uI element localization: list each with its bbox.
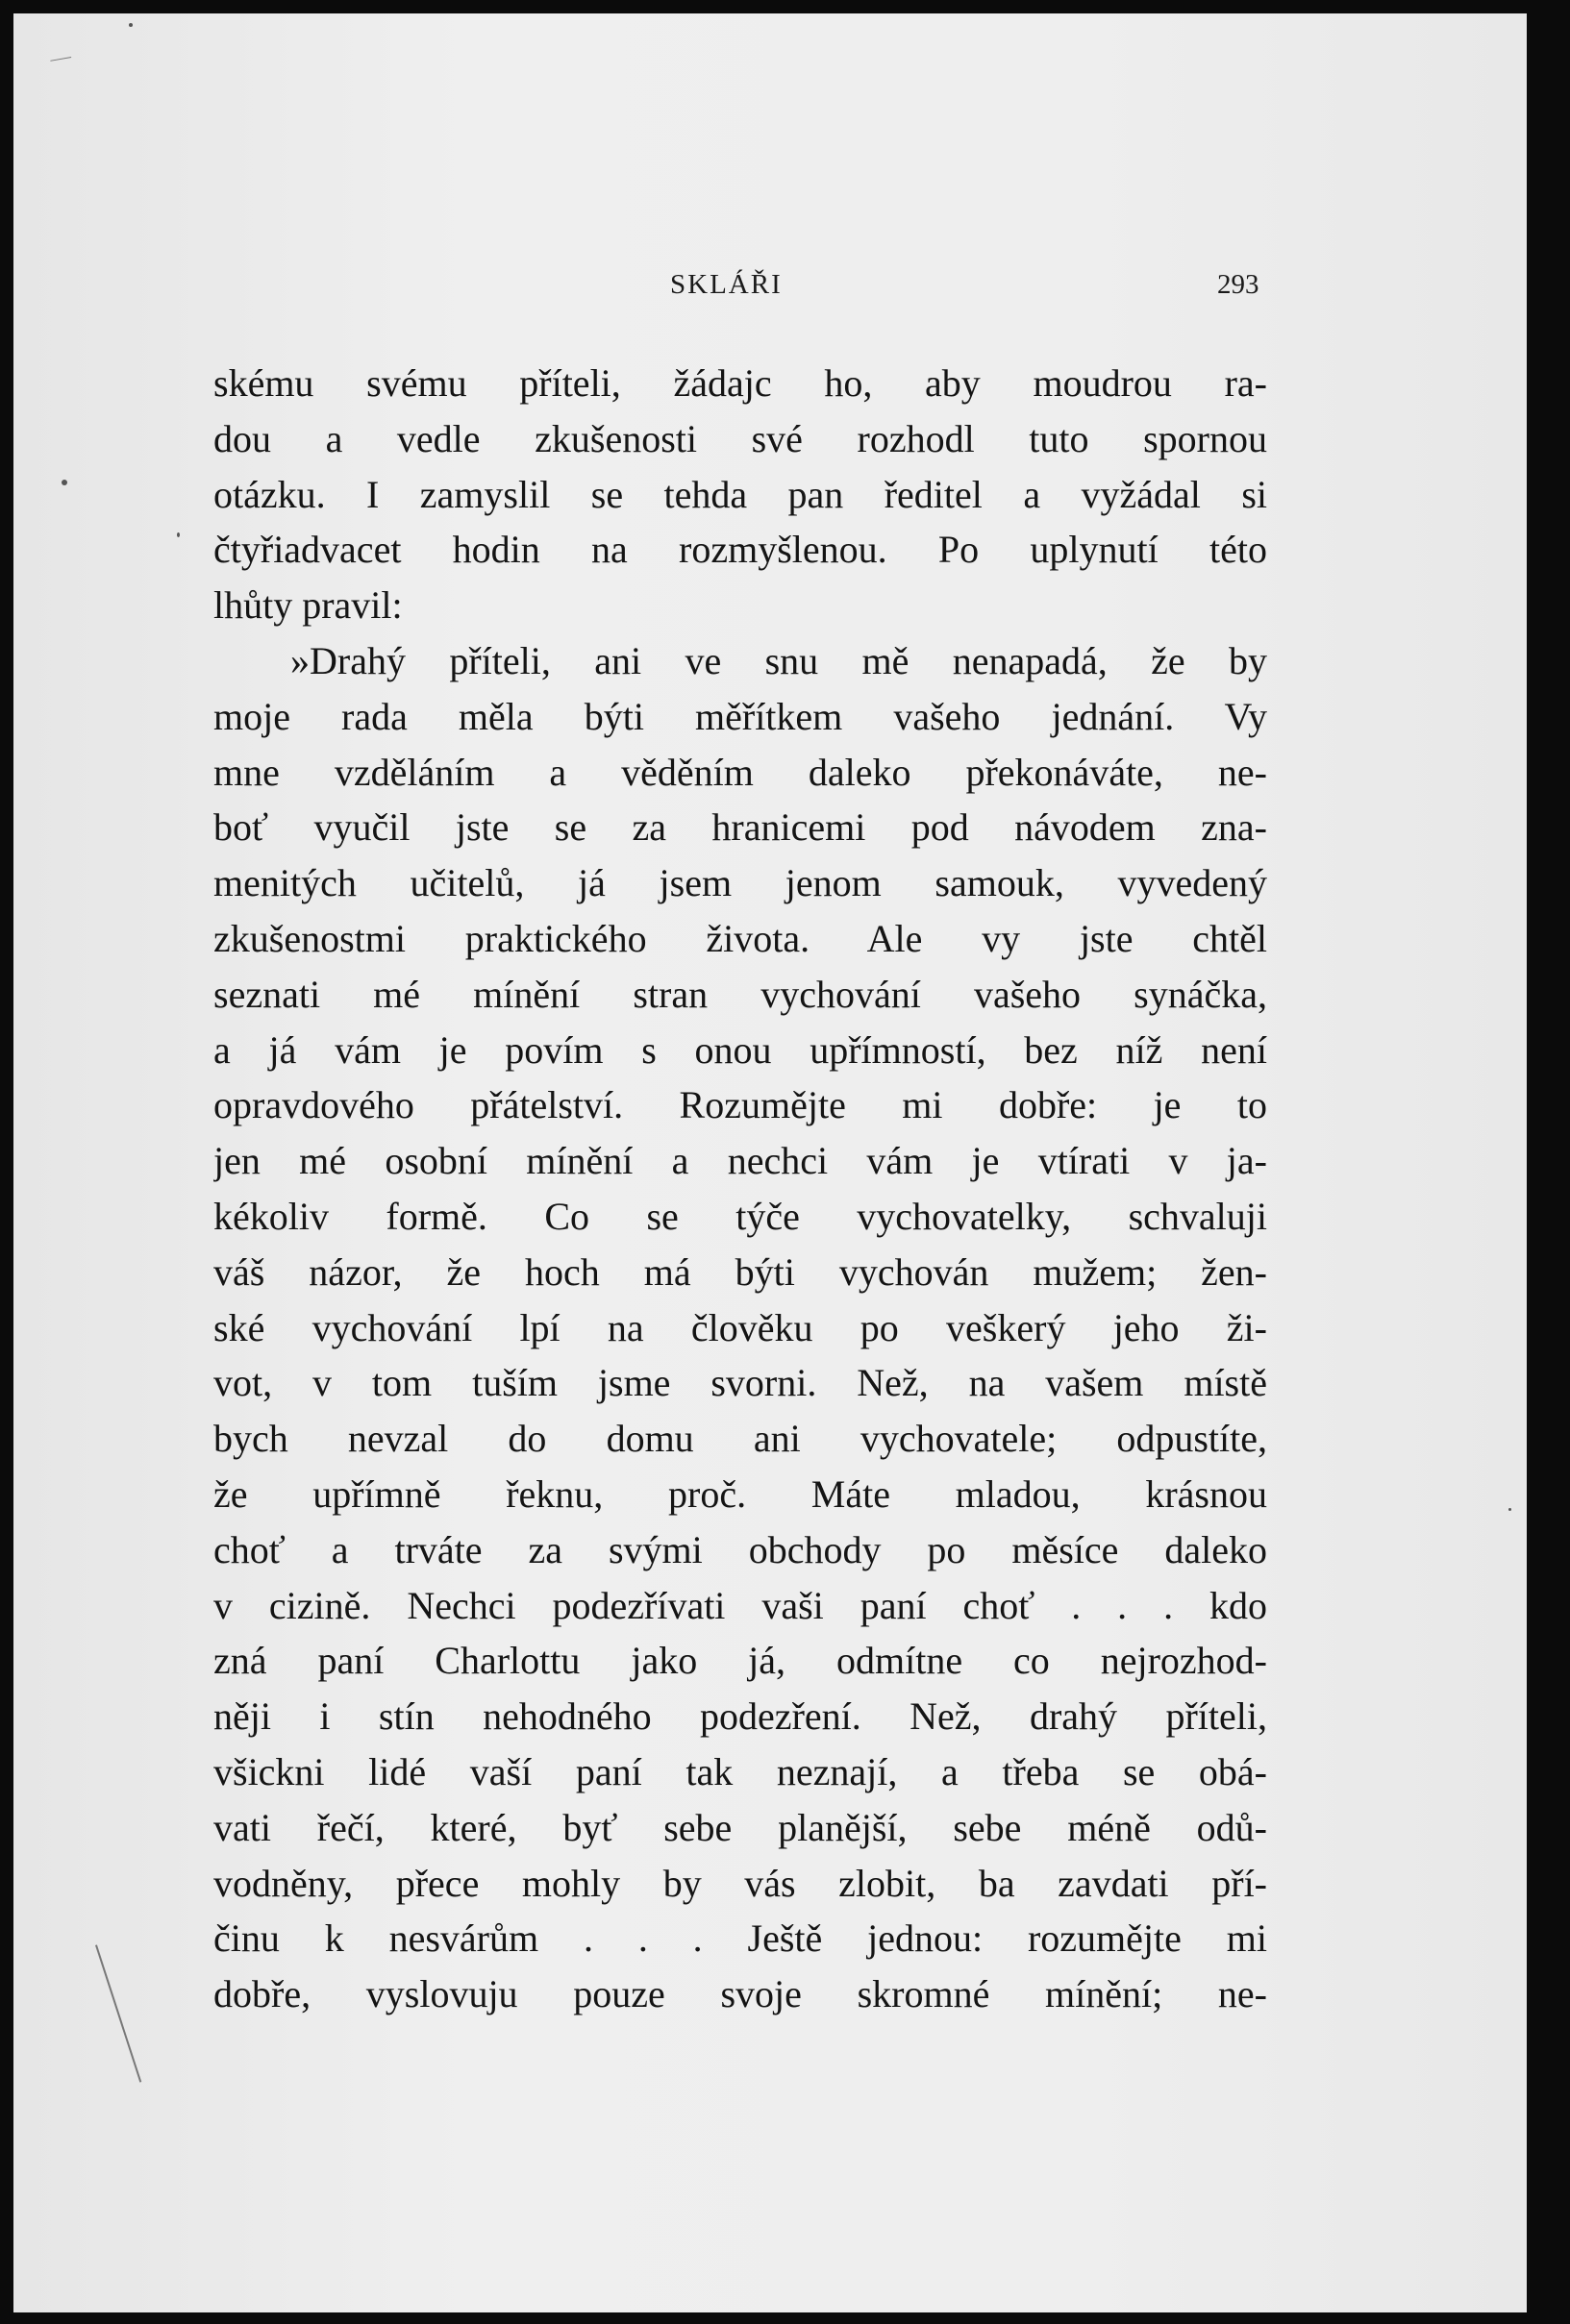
text-line: všickni lidé vaší paní tak neznají, a třeba se obá- <box>213 1749 1267 1793</box>
page-number: 293 <box>1217 269 1259 300</box>
text-line: váš názor, že hoch má býti vychován mužem; žen- <box>213 1249 1267 1294</box>
text-line: moje rada měla býti měřítkem vašeho jednání. Vy <box>213 694 1267 738</box>
text-line: zná paní Charlottu jako já, odmítne co nejrozhod- <box>213 1639 1267 1683</box>
text-line: skému svému příteli, žádajc ho, aby moudrou ra- <box>213 361 1267 405</box>
text-line: lhůty pravil: <box>213 583 403 628</box>
text-line: v cizině. Nechci podezřívati vaši paní choť . . . kdo <box>213 1583 1267 1627</box>
book-page <box>13 13 1527 2312</box>
scan-speck <box>1508 1508 1511 1511</box>
text-line: ské vychování lpí na člověku po veškerý jeho ži- <box>213 1305 1267 1349</box>
scan-scratch <box>95 1944 141 2082</box>
running-head <box>13 269 1527 308</box>
text-line: mne vzděláním a věděním daleko překonáváte, ne- <box>213 750 1267 794</box>
text-line: »Drahý příteli, ani ve snu mě nenapadá, že by <box>290 638 1267 682</box>
text-line: bych nevzal do domu ani vychovatele; odpustíte, <box>213 1417 1267 1461</box>
body-text <box>213 356 1267 2022</box>
scan-border <box>1527 0 1570 2324</box>
scan-scratch <box>50 57 71 62</box>
text-line: činu k nesvárům . . . Ještě jednou: rozumějte mi <box>213 1916 1267 1961</box>
text-line: dou a vedle zkušenosti své rozhodl tuto spornou <box>213 416 1267 460</box>
text-line: něji i stín nehodného podezření. Než, drahý příteli, <box>213 1694 1267 1739</box>
scan-speck <box>177 532 180 537</box>
text-line: zkušenostmi praktického života. Ale vy jste chtěl <box>213 916 1267 960</box>
text-line: vot, v tom tuším jsme svorni. Než, na vašem místě <box>213 1361 1267 1405</box>
text-line: vati řečí, které, byť sebe planější, sebe méně odů- <box>213 1805 1267 1849</box>
scan-speck <box>62 480 67 485</box>
text-line: boť vyučil jste se za hranicemi pod návodem zna- <box>213 805 1267 850</box>
scan-speck <box>129 23 133 27</box>
text-line: že upřímně řeknu, proč. Máte mladou, krásnou <box>213 1471 1267 1516</box>
text-line: dobře, vyslovuju pouze svoje skromné mínění; ne- <box>213 1972 1267 2016</box>
text-line: choť a trváte za svými obchody po měsíce daleko <box>213 1527 1267 1571</box>
text-line: kékoliv formě. Co se týče vychovatelky, schvaluji <box>213 1194 1267 1238</box>
text-line: opravdového přátelství. Rozumějte mi dobře: je to <box>213 1083 1267 1127</box>
chapter-title: SKLÁŘI <box>670 269 783 300</box>
text-line: jen mé osobní mínění a nechci vám je vtírati v ja- <box>213 1139 1267 1183</box>
text-line: čtyřiadvacet hodin na rozmyšlenou. Po uplynutí této <box>213 528 1267 572</box>
text-line: seznati mé mínění stran vychování vašeho synáčka, <box>213 972 1267 1016</box>
text-line: otázku. I zamyslil se tehda pan ředitel a vyžádal si <box>213 472 1267 516</box>
text-line: vodněny, přece mohly by vás zlobit, ba zavdati pří- <box>213 1861 1267 1905</box>
text-line: menitých učitelů, já jsem jenom samouk, vyvedený <box>213 861 1267 905</box>
text-line: a já vám je povím s onou upřímností, bez níž není <box>213 1027 1267 1072</box>
